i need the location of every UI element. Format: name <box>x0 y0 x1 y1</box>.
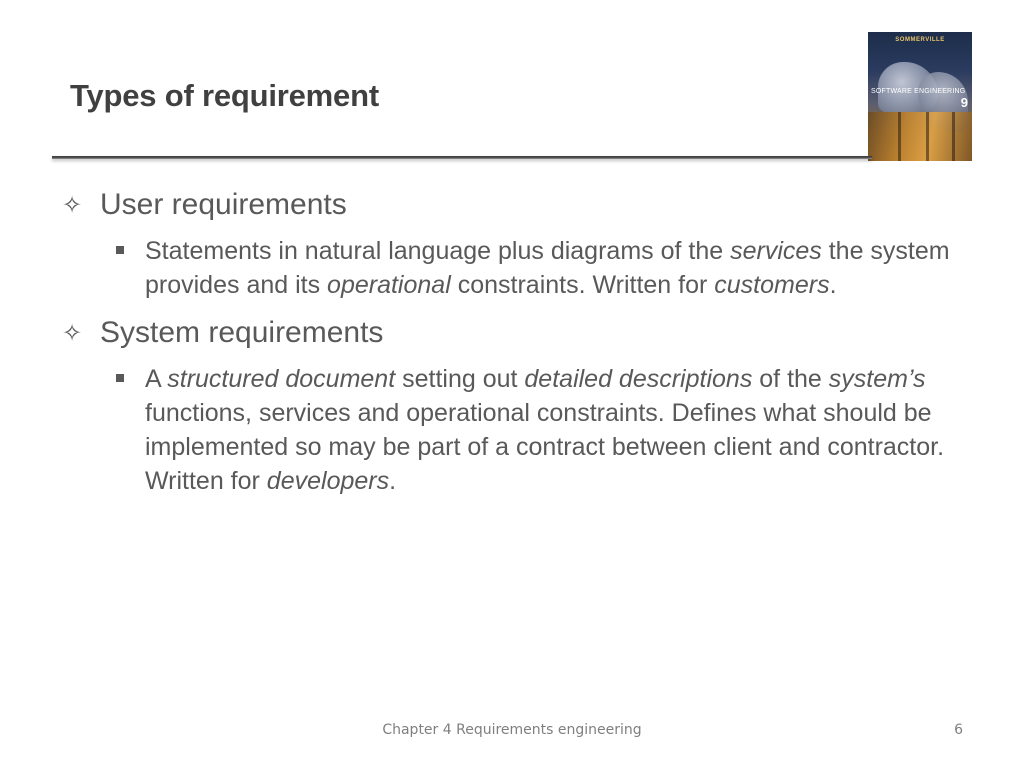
text-run: setting out <box>395 365 525 393</box>
text-run: functions, services and operational constraints. Defines what should be implemented so may be part of a contract between client and contractor. Written for <box>145 399 945 495</box>
bullet-user-requirements <box>62 186 972 224</box>
text-run-italic: structured document <box>167 365 396 393</box>
text-run-italic: customers <box>714 271 830 299</box>
text-run-italic: operational <box>327 271 451 299</box>
slide-content <box>62 186 972 498</box>
cover-art-shape <box>868 112 972 161</box>
title-divider <box>52 156 872 159</box>
cover-book-title: SOFTWARE ENGINEERING <box>871 88 966 95</box>
text-run: the system provides and its <box>145 237 950 299</box>
cover-publisher: SOMMERVILLE <box>895 37 945 43</box>
book-cover-image <box>868 32 972 161</box>
sub-bullet-text <box>145 237 950 299</box>
bullet-system-requirements <box>62 314 972 352</box>
text-run: Statements in natural language plus diagrams of the <box>145 237 731 265</box>
sub-bullet-text <box>145 365 944 495</box>
cover-art-stripe <box>952 112 955 161</box>
sub-bullet-system-requirements <box>145 362 975 498</box>
slide-footer <box>0 722 1024 742</box>
cover-edition: 9 <box>960 95 968 110</box>
text-run: . <box>389 467 397 495</box>
text-run: of the <box>752 365 829 393</box>
text-run-italic: detailed descriptions <box>524 365 753 393</box>
star-bullet-icon: ✧ <box>62 319 83 347</box>
cover-art-stripe <box>898 112 901 161</box>
square-bullet-icon <box>116 374 124 382</box>
slide-page-number: 6 <box>954 722 963 738</box>
square-bullet-icon <box>116 246 124 254</box>
cover-art-stripe <box>926 112 929 161</box>
text-run: constraints. Written for <box>450 271 715 299</box>
text-run-italic: services <box>730 237 822 265</box>
footer-chapter-label: Chapter 4 Requirements engineering <box>382 722 642 738</box>
text-run-italic: developers <box>266 467 390 495</box>
text-run: A <box>145 365 168 393</box>
text-run-italic: system’s <box>828 365 926 393</box>
star-bullet-icon: ✧ <box>62 191 83 219</box>
slide-title: Types of requirement <box>70 78 379 113</box>
bullet-heading: System requirements <box>100 316 384 349</box>
bullet-heading: User requirements <box>100 188 347 221</box>
text-run: . <box>829 271 837 299</box>
sub-bullet-user-requirements <box>145 234 975 302</box>
